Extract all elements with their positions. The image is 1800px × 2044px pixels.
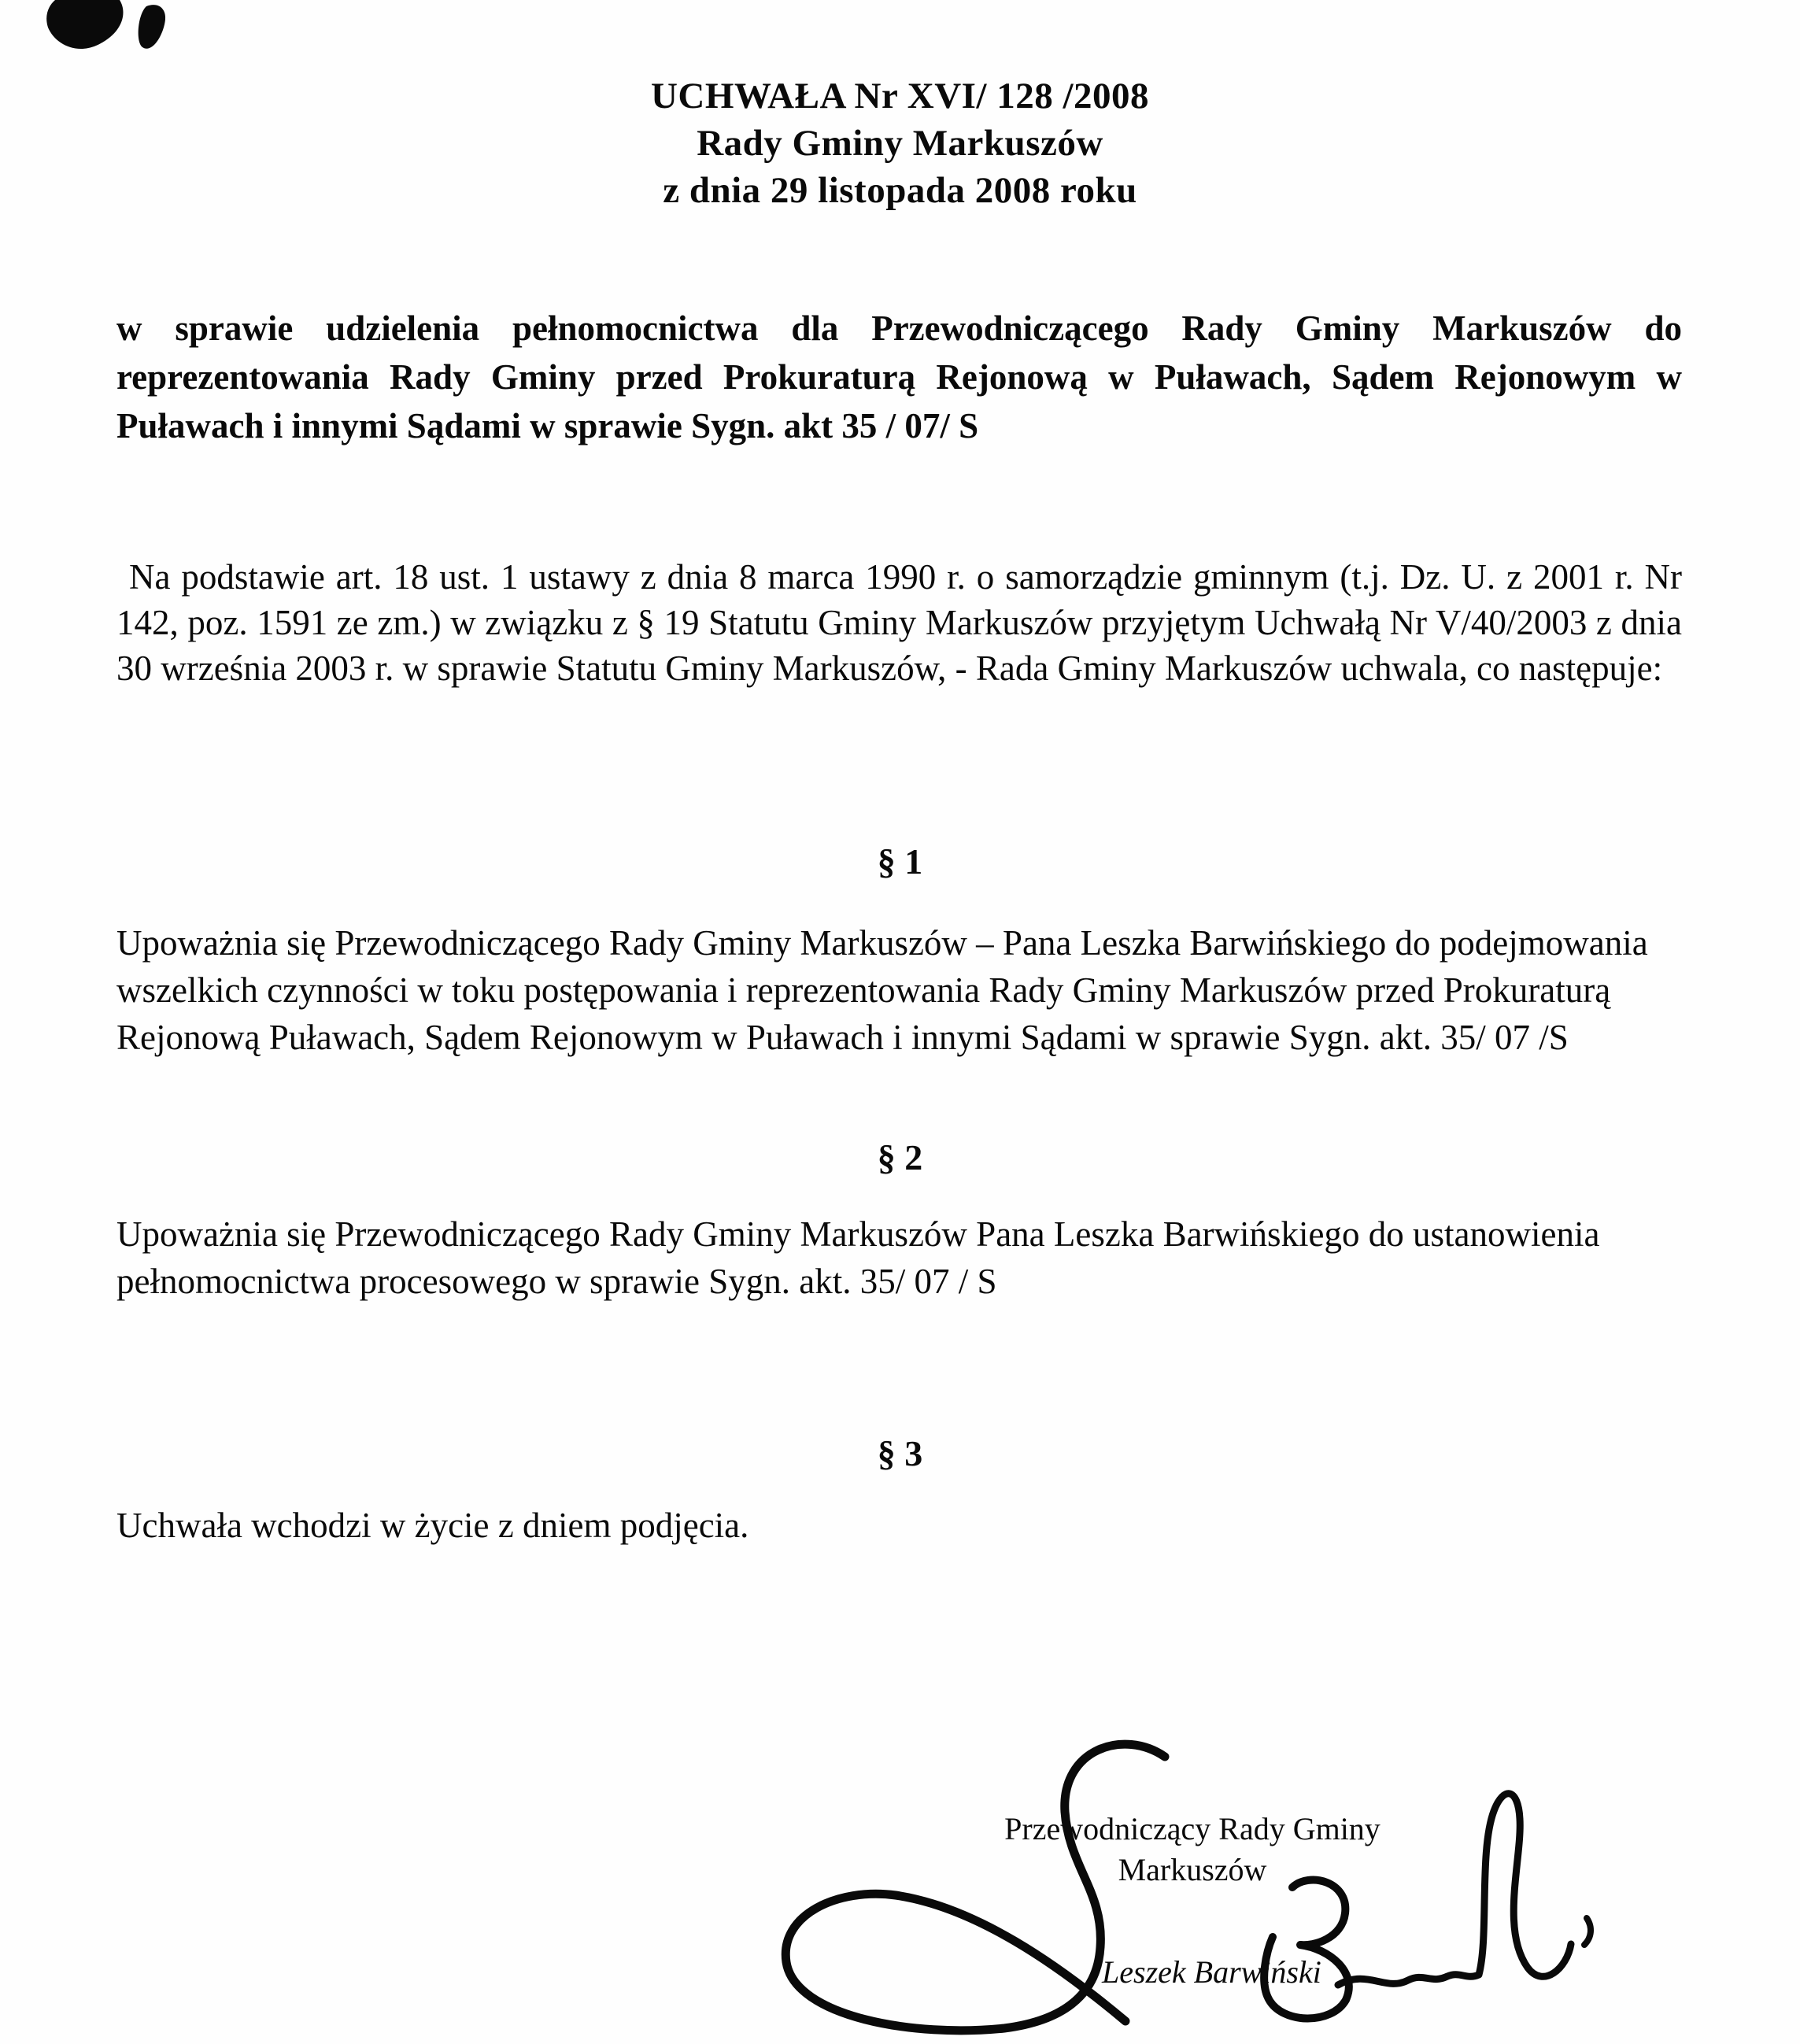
section-3-text: Uchwała wchodzi w życie z dniem podjęcia. bbox=[116, 1506, 749, 1545]
resolution-subject: w sprawie udzielenia pełnomocnictwa dla Przewodniczącego Rady Gminy Markuszów do reprezentowania Rady Gminy przed Prokuraturą Rejonową w Puławach, Sądem Rejonowym w Puławach i innymi Sądami w sprawie Sygn. akt 35 / 07/ S bbox=[116, 309, 1682, 445]
section-2-label: § 2 bbox=[877, 1137, 923, 1177]
resolution-title bbox=[0, 72, 1800, 214]
resolution-number: UCHWAŁA Nr XVI/ 128 /2008 bbox=[650, 76, 1150, 116]
resolution-date: z dnia 29 listopada 2008 roku bbox=[663, 170, 1137, 211]
signatory-printed-name: Leszek Barwiński bbox=[1102, 1954, 1321, 1990]
section-3-label: § 3 bbox=[877, 1433, 923, 1473]
section-1-label: § 1 bbox=[877, 841, 923, 882]
signatory-title-line1: Przewodniczący Rady Gminy bbox=[1004, 1811, 1380, 1846]
section-2-text: Upoważnia się Przewodniczącego Rady Gminy Markuszów Pana Leszka Barwińskiego do ustanowienia pełnomocnictwa procesowego w sprawie Sygn. akt. 35/ 07 / S bbox=[116, 1214, 1600, 1301]
signature-title-block bbox=[988, 1809, 1397, 1891]
issuing-body: Rady Gminy Markuszów bbox=[697, 123, 1103, 164]
section-1-text: Upoważnia się Przewodniczącego Rady Gminy Markuszów – Pana Leszka Barwińskiego do podejmowania wszelkich czynności w toku postępowania i reprezentowania Rady Gminy Markuszów przed Prokuraturą Rejonową Puławach, Sądem Rejonowym w Puławach i innymi Sądami w sprawie Sygn. akt. 35/ 07 /S bbox=[116, 923, 1648, 1057]
signatory-title-line2: Markuszów bbox=[1118, 1852, 1267, 1887]
legal-basis-paragraph: Na podstawie art. 18 ust. 1 ustawy z dnia 8 marca 1990 r. o samorządzie gminnym (t.j. Dz. U. z 2001 r. Nr 142, poz. 1591 ze zm.) w związku z § 19 Statutu Gminy Markuszów przyjętym Uchwałą Nr V/40/2003 z dnia 30 września 2003 r. w sprawie Statutu Gminy Markuszów, - Rada Gminy Markuszów uchwala, co następuje: bbox=[116, 557, 1682, 688]
